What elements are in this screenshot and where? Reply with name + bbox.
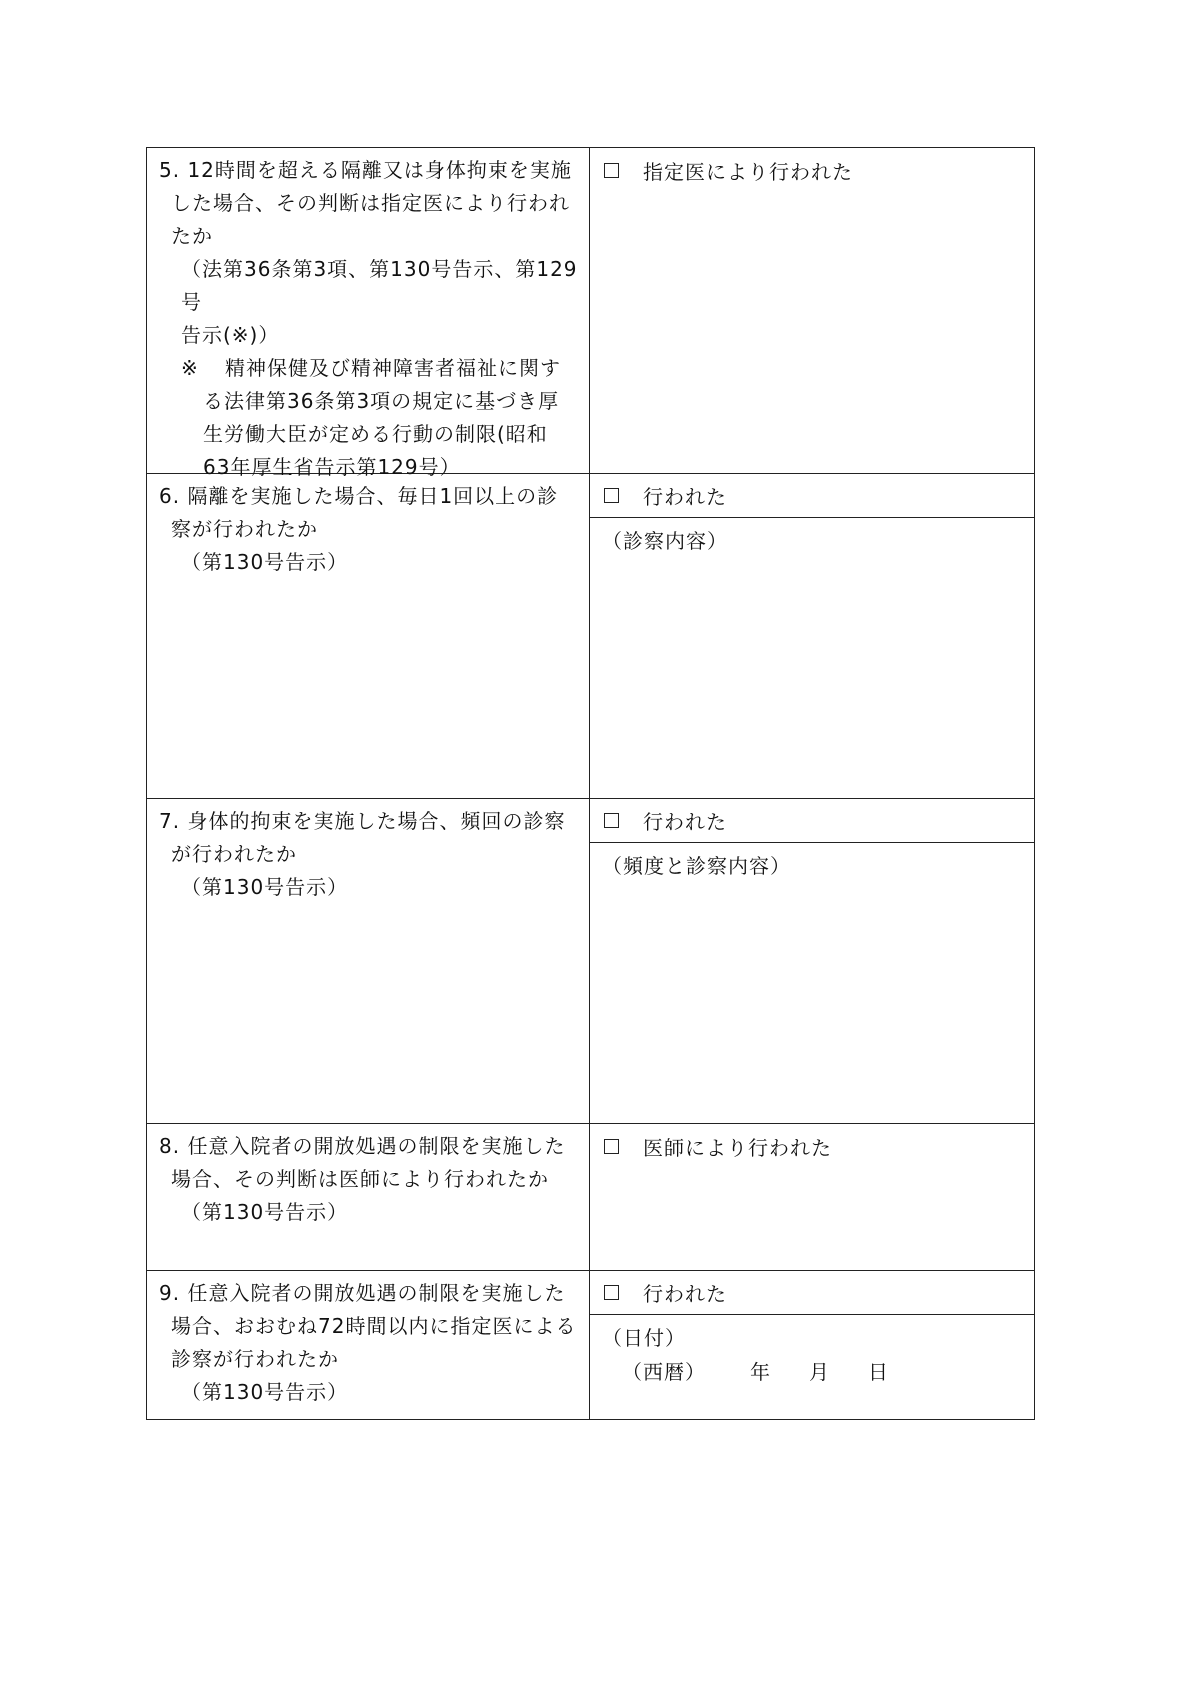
note-text: る法律第36条第3項の規定に基づき厚	[203, 389, 560, 413]
checkbox[interactable]	[604, 1285, 619, 1300]
checkbox[interactable]	[604, 488, 619, 503]
question-text: 7. 身体的拘束を実施した場合、頻回の診察	[159, 809, 566, 833]
note-mark: ※	[181, 356, 199, 380]
legal-reference: 告示(※)）	[181, 323, 280, 347]
answer-cell-6	[590, 474, 1034, 798]
question-cell-7	[147, 799, 590, 1123]
date-year: 年	[750, 1360, 771, 1384]
checkbox[interactable]	[604, 1139, 619, 1154]
question-text: 9. 任意入院者の開放処遇の制限を実施した	[159, 1281, 566, 1305]
question-cell-5	[147, 148, 590, 479]
form-row-9	[147, 1271, 1034, 1419]
question-text: 6. 隔離を実施した場合、毎日1回以上の診	[159, 484, 559, 508]
form-row-6	[147, 474, 1034, 799]
checkbox[interactable]	[604, 163, 619, 178]
note-text: 生労働大臣が定める行動の制限(昭和	[203, 422, 548, 446]
detail-label: （診察内容）	[602, 529, 728, 553]
answer-cell-7	[590, 799, 1034, 1123]
inspection-form-table	[146, 147, 1035, 1420]
detail-label: （日付）	[602, 1326, 686, 1350]
note-text: 精神保健及び精神障害者福祉に関す	[225, 356, 561, 380]
question-text: 5. 12時間を超える隔離又は身体拘束を実施	[159, 158, 572, 182]
detail-field[interactable]	[590, 518, 1034, 564]
detail-field[interactable]	[590, 843, 1034, 889]
answer-cell-9	[590, 1271, 1034, 1419]
date-line	[602, 1355, 1022, 1389]
checkbox-label: 行われた	[643, 1282, 727, 1306]
form-row-7	[147, 799, 1034, 1124]
legal-reference: （第130号告示）	[181, 550, 349, 574]
checkbox-label: 行われた	[643, 485, 727, 509]
question-text: 8. 任意入院者の開放処遇の制限を実施した	[159, 1134, 566, 1158]
legal-reference: （第130号告示）	[181, 875, 349, 899]
detail-label: （頻度と診察内容）	[602, 854, 791, 878]
note	[159, 352, 579, 385]
date-era: （西暦）	[622, 1360, 706, 1384]
check-line	[590, 799, 1034, 843]
question-text-cont: たか	[171, 224, 213, 248]
date-field[interactable]	[590, 1315, 1034, 1395]
checkbox-label: 行われた	[643, 810, 727, 834]
legal-reference: （法第36条第3項、第130号告示、第129号	[181, 257, 578, 314]
question-text-cont: 察が行われたか	[171, 517, 318, 541]
note-text: 63年厚生省告示第129号）	[203, 455, 461, 479]
question-cell-9	[147, 1271, 590, 1419]
legal-reference: （第130号告示）	[181, 1380, 349, 1404]
question-text-cont: 場合、その判断は医師により行われたか	[171, 1167, 549, 1191]
check-line	[590, 1124, 1034, 1168]
question-cell-8	[147, 1124, 590, 1270]
checkbox-label: 指定医により行われた	[643, 159, 853, 184]
check-line	[590, 1271, 1034, 1315]
form-row-8	[147, 1124, 1034, 1271]
form-row-5	[147, 148, 1034, 479]
legal-reference: （第130号告示）	[181, 1200, 349, 1224]
question-text-cont: した場合、その判断は指定医により行われ	[171, 191, 570, 215]
checkbox-label: 医師により行われた	[643, 1135, 832, 1160]
answer-cell-5	[590, 148, 1034, 473]
question-text-cont: が行われたか	[171, 842, 297, 866]
question-cell-6	[147, 474, 590, 798]
check-line	[590, 474, 1034, 518]
question-text-cont: 場合、おおむね72時間以内に指定医による	[171, 1314, 577, 1338]
answer-cell-8	[590, 1124, 1034, 1270]
check-line	[590, 148, 1034, 192]
checkbox[interactable]	[604, 813, 619, 828]
question-text-cont: 診察が行われたか	[171, 1347, 339, 1371]
date-month: 月	[809, 1360, 830, 1384]
date-day: 日	[868, 1360, 889, 1384]
